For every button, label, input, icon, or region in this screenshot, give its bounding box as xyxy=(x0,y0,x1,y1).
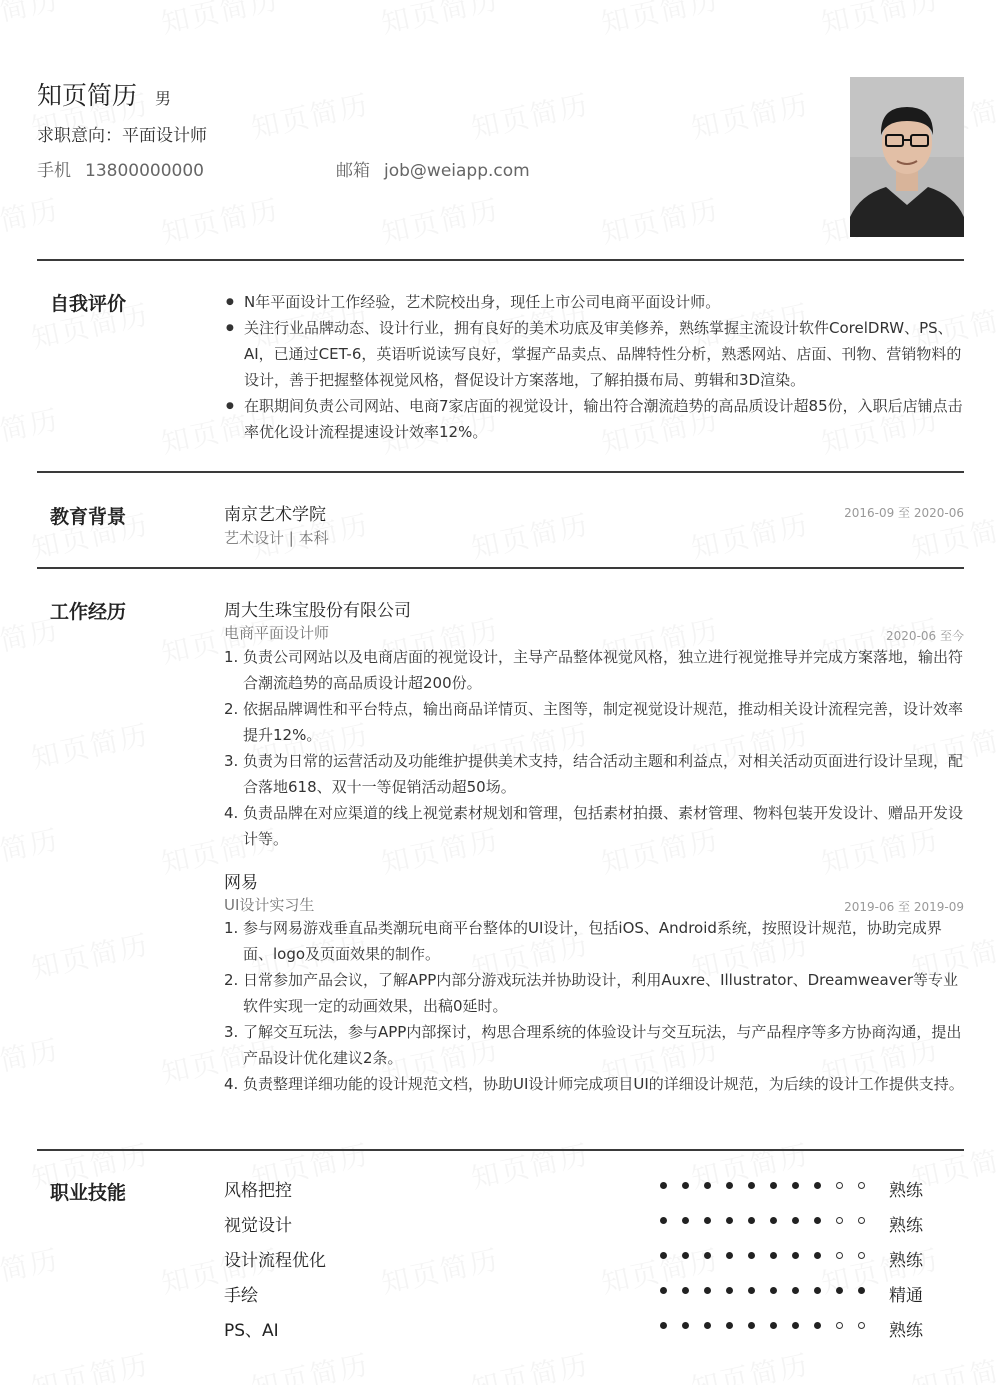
skill-level: 熟练 xyxy=(889,1181,923,1201)
skill-row xyxy=(224,1281,964,1305)
rating-dot-filled xyxy=(792,1217,799,1224)
duty-text: 参与网易游戏垂直品类潮玩电商平台整体的UI设计，包括iOS、Android系统，按照设计规范，协助完成界面、logo及页面效果的制作。 xyxy=(243,919,942,963)
job-company: 网易 xyxy=(224,873,258,893)
skill-name: 风格把控 xyxy=(224,1181,292,1201)
job-date: 2020-06 至今 xyxy=(886,629,964,643)
self-eval-item: ● N年平面设计工作经验，艺术院校出身，现任上市公司电商平面设计师。 xyxy=(226,289,966,315)
school-major: 艺术设计 | 本科 xyxy=(224,529,329,547)
rating-dot-filled xyxy=(792,1322,799,1329)
duty-text: 日常参加产品会议，了解APP内部分游戏玩法并协助设计，利用Auxre、Illustrator、Dreamweaver等专业软件实现一定的动画效果，出稿0延时。 xyxy=(243,971,958,1015)
rating-dot-filled xyxy=(748,1322,755,1329)
job-duties xyxy=(224,644,964,852)
rating-dot-filled xyxy=(814,1252,821,1259)
skill-row xyxy=(224,1246,964,1270)
rating-dot-filled xyxy=(748,1287,755,1294)
rating-dot-filled xyxy=(726,1287,733,1294)
section-title-skills: 职业技能 xyxy=(50,1182,127,1204)
rating-dot-filled xyxy=(814,1322,821,1329)
job-duties xyxy=(224,915,964,1097)
skill-name: 设计流程优化 xyxy=(224,1251,326,1271)
rating-dot-filled xyxy=(682,1322,689,1329)
rating-dot-empty xyxy=(858,1322,865,1329)
section-title-self-eval: 自我评价 xyxy=(50,293,127,315)
rating-dot-empty xyxy=(858,1252,865,1259)
job-intent-value: 平面设计师 xyxy=(122,126,207,146)
duty-text: 负责公司网站以及电商店面的视觉设计，主导产品整体视觉风格，独立进行视觉推导并完成方案落地，输出符合潮流趋势的高品质设计超200份。 xyxy=(243,648,964,692)
job-role: UI设计实习生 xyxy=(224,896,315,914)
rating-dot-empty xyxy=(858,1182,865,1189)
rating-dot-empty xyxy=(836,1182,843,1189)
duty-text: 依据品牌调性和平台特点，输出商品详情页、主图等，制定视觉设计规范，推动相关设计流程完善，设计效率提升12%。 xyxy=(243,700,964,744)
rating-dot-filled xyxy=(814,1182,821,1189)
divider xyxy=(37,259,964,261)
skill-row xyxy=(224,1211,964,1235)
skill-level: 精通 xyxy=(889,1286,923,1306)
rating-dot-filled xyxy=(704,1287,711,1294)
rating-dot-filled xyxy=(660,1252,667,1259)
rating-dot-filled xyxy=(748,1217,755,1224)
divider xyxy=(37,471,964,473)
skill-name: PS、AI xyxy=(224,1321,279,1341)
rating-dot-filled xyxy=(704,1322,711,1329)
rating-dot-filled xyxy=(770,1322,777,1329)
rating-dot-filled xyxy=(726,1217,733,1224)
rating-dot-filled xyxy=(726,1252,733,1259)
duty-text: 了解交互玩法，参与APP内部探讨，构思合理系统的体验设计与交互玩法，与产品程序等多方协商沟通，提出产品设计优化建议2条。 xyxy=(243,1023,962,1067)
skill-row xyxy=(224,1316,964,1340)
skill-row xyxy=(224,1176,964,1200)
duty-item: 3. 负责为日常的运营活动及功能维护提供美术支持，结合活动主题和利益点，对相关活动页面进行设计呈现，配合落地618、双十一等促销活动超50场。 xyxy=(224,752,964,796)
rating-dot-filled xyxy=(770,1252,777,1259)
school-name: 南京艺术学院 xyxy=(224,505,326,525)
candidate-name: 知页简历 xyxy=(37,81,138,110)
skill-name: 手绘 xyxy=(224,1286,258,1306)
duty-text: 负责整理详细功能的设计规范文档，协助UI设计师完成项目UI的详细设计规范，为后续的设计工作提供支持。 xyxy=(243,1075,964,1093)
duty-item: 4. 负责品牌在对应渠道的线上视觉素材规划和管理，包括素材拍摄、素材管理、物料包装开发设计、赠品开发设计等。 xyxy=(224,804,964,848)
rating-dot-filled xyxy=(682,1182,689,1189)
duty-item: 1. 负责公司网站以及电商店面的视觉设计，主导产品整体视觉风格，独立进行视觉推导并完成方案落地，输出符合潮流趋势的高品质设计超200份。 xyxy=(224,648,964,692)
phone-label: 手机 xyxy=(37,161,71,181)
rating-dot-filled xyxy=(704,1252,711,1259)
rating-dot-filled xyxy=(682,1287,689,1294)
rating-dot-filled xyxy=(660,1182,667,1189)
job-company: 周大生珠宝股份有限公司 xyxy=(224,601,411,621)
candidate-gender: 男 xyxy=(155,89,172,108)
rating-dot-filled xyxy=(770,1217,777,1224)
rating-dot-filled xyxy=(792,1252,799,1259)
education-date: 2016-09 至 2020-06 xyxy=(844,506,964,520)
rating-dot-filled xyxy=(836,1287,843,1294)
rating-dot-filled xyxy=(748,1182,755,1189)
email-value[interactable]: job@weiapp.com xyxy=(384,161,530,181)
job-intent xyxy=(37,121,207,146)
rating-dot-filled xyxy=(704,1182,711,1189)
rating-dot-filled xyxy=(726,1322,733,1329)
rating-dot-empty xyxy=(836,1322,843,1329)
self-eval-item: ● 在职期间负责公司网站、电商7家店面的视觉设计，输出符合潮流趋势的高品质设计超85份，入职后店铺点击率优化设计流程提速设计效率12%。 xyxy=(226,393,966,445)
rating-dot-filled xyxy=(858,1287,865,1294)
self-eval-list xyxy=(226,289,966,445)
self-eval-item: ● 关注行业品牌动态、设计行业，拥有良好的美术功底及审美修养，熟练掌握主流设计软件CorelDRW、PS、AI，已通过CET-6，英语听说读写良好，掌握产品卖点、品牌特性分析，熟悉网站、店面、刊物、营销物料的设计，善于把握整体视觉风格，督促设计方案落地，了解拍摄布局、剪辑和3D渲染。 xyxy=(226,315,966,393)
profile-photo xyxy=(850,77,964,237)
divider xyxy=(37,1149,964,1151)
rating-dot-filled xyxy=(792,1287,799,1294)
email-label: 邮箱 xyxy=(336,161,370,181)
rating-dot-filled xyxy=(814,1217,821,1224)
duty-text: 负责为日常的运营活动及功能维护提供美术支持，结合活动主题和利益点，对相关活动页面进行设计呈现，配合落地618、双十一等促销活动超50场。 xyxy=(243,752,964,796)
duty-item: 2. 日常参加产品会议，了解APP内部分游戏玩法并协助设计，利用Auxre、Illustrator、Dreamweaver等专业软件实现一定的动画效果，出稿0延时。 xyxy=(224,971,958,1015)
rating-dot-filled xyxy=(814,1287,821,1294)
rating-dot-filled xyxy=(770,1287,777,1294)
skill-name: 视觉设计 xyxy=(224,1216,292,1236)
rating-dot-filled xyxy=(704,1217,711,1224)
divider xyxy=(37,567,964,569)
profile-photo-illustration xyxy=(850,77,964,237)
skill-level: 熟练 xyxy=(889,1321,923,1341)
email-contact xyxy=(336,156,530,181)
job-role: 电商平面设计师 xyxy=(224,624,330,642)
skill-level: 熟练 xyxy=(889,1251,923,1271)
duty-item: 3. 了解交互玩法，参与APP内部探讨，构思合理系统的体验设计与交互玩法，与产品程序等多方协商沟通，提出产品设计优化建议2条。 xyxy=(224,1023,962,1067)
rating-dot-filled xyxy=(660,1322,667,1329)
phone-contact xyxy=(37,156,204,181)
rating-dot-filled xyxy=(682,1252,689,1259)
rating-dot-filled xyxy=(748,1252,755,1259)
duty-item: 2. 依据品牌调性和平台特点，输出商品详情页、主图等，制定视觉设计规范，推动相关设计流程完善，设计效率提升12%。 xyxy=(224,700,964,744)
rating-dot-filled xyxy=(660,1217,667,1224)
rating-dot-filled xyxy=(682,1217,689,1224)
job-date: 2019-06 至 2019-09 xyxy=(844,900,964,914)
duty-item: 1. 参与网易游戏垂直品类潮玩电商平台整体的UI设计，包括iOS、Android系统，按照设计规范，协助完成界面、logo及页面效果的制作。 xyxy=(224,919,942,963)
skill-level: 熟练 xyxy=(889,1216,923,1236)
rating-dot-filled xyxy=(660,1287,667,1294)
rating-dot-filled xyxy=(792,1182,799,1189)
rating-dot-empty xyxy=(836,1217,843,1224)
section-title-education: 教育背景 xyxy=(50,506,127,528)
section-title-work: 工作经历 xyxy=(50,601,127,623)
job-intent-label: 求职意向： xyxy=(37,126,122,146)
phone-value: 13800000000 xyxy=(85,161,204,181)
duty-item: 4. 负责整理详细功能的设计规范文档，协助UI设计师完成项目UI的详细设计规范，为后续的设计工作提供支持。 xyxy=(224,1075,964,1093)
rating-dot-empty xyxy=(858,1217,865,1224)
rating-dot-filled xyxy=(770,1182,777,1189)
rating-dot-filled xyxy=(726,1182,733,1189)
duty-text: 负责品牌在对应渠道的线上视觉素材规划和管理，包括素材拍摄、素材管理、物料包装开发设计、赠品开发设计等。 xyxy=(243,804,964,848)
rating-dot-empty xyxy=(836,1252,843,1259)
